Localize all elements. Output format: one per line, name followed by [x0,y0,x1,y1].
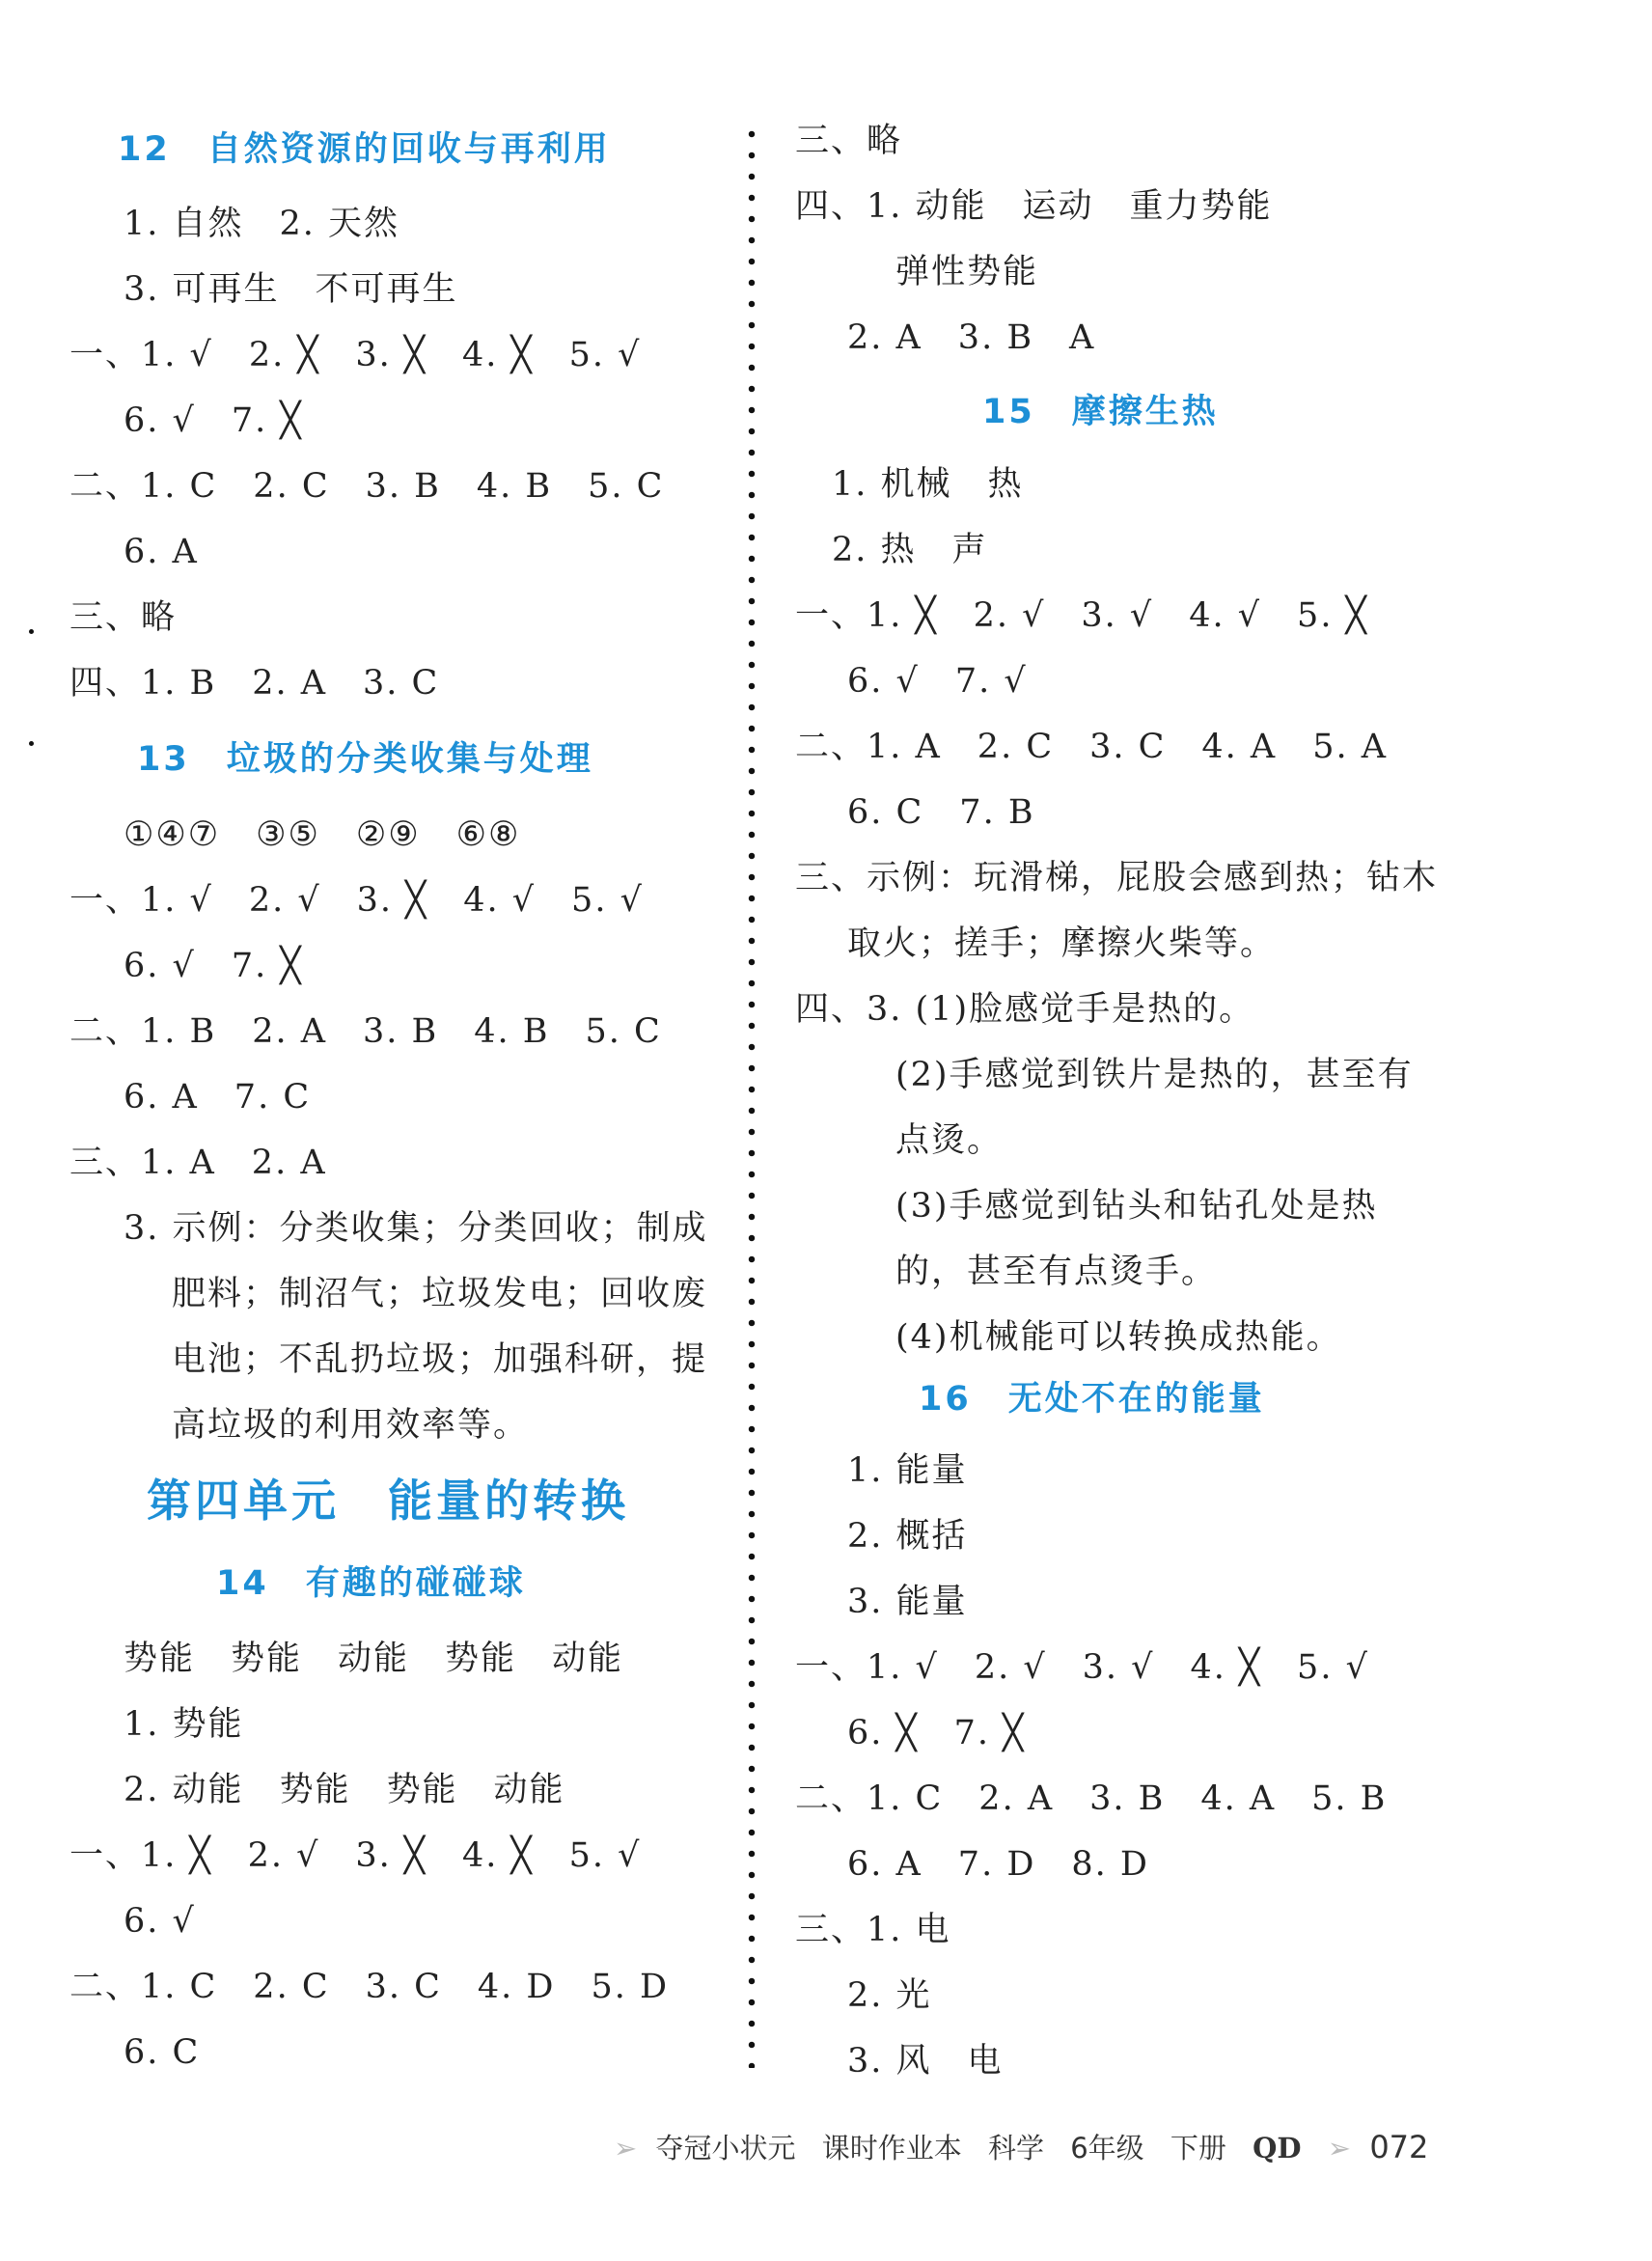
answer-line: 1. 能量 [847,1451,968,1490]
answer-line: 1. 机械 热 [832,465,1024,504]
footer-volume: 下册 [1170,2132,1226,2164]
answer-line: 6. C 7. B [847,793,1035,832]
answer-line: 2. 光 [847,1976,932,2015]
section-13-title: 13 垃圾的分类收集与处理 [137,740,593,779]
answer-line: 6. A 7. D 8. D [847,1845,1149,1884]
answer-line: 3. 风 电 [847,2042,1004,2081]
scan-mark [29,741,34,746]
section-15-title: 15 摩擦生热 [982,393,1219,431]
answer-line: 3. 示例：分类收集；分类回收；制成 [124,1209,708,1248]
page-footer [614,2128,1428,2167]
answer-line: 6. √ 7. ╳ [124,401,303,440]
answer-line: 2. A 3. B A [847,318,1096,357]
answer-line: 3. 可再生 不可再生 [124,270,458,309]
answer-line: 一、1. ╳ 2. √ 3. ╳ 4. ╳ 5. √ [69,1836,642,1875]
answer-line: 1. 势能 [124,1705,244,1744]
answer-line: 四、3. (1)脸感觉手是热的。 [795,990,1255,1029]
chevron-right-icon: ➢ [614,2132,638,2164]
answer-line: 三、1. 电 [795,1911,951,1949]
answer-line: 弹性势能 [895,253,1039,291]
answer-line: 三、示例：玩滑梯，屁股会感到热；钻木 [795,859,1439,897]
answer-line: (4)机械能可以转换成热能。 [895,1318,1342,1357]
unit-4-title: 第四单元 能量的转换 [147,1475,629,1527]
answer-line: 1. 自然 2. 天然 [124,205,400,243]
answer-line: 取火；搓手；摩擦火柴等。 [847,924,1277,963]
answer-line: 一、1. √ 2. √ 3. √ 4. ╳ 5. √ [795,1648,1369,1687]
answer-line: 二、1. C 2. A 3. B 4. A 5. B [795,1779,1388,1818]
answer-line: 二、1. C 2. C 3. C 4. D 5. D [69,1968,670,2006]
answer-line: 二、1. C 2. C 3. B 4. B 5. C [69,467,665,506]
answer-line: 肥料；制沼气；垃圾发电；回收废 [172,1275,708,1313]
answer-line: 6. C [124,2033,201,2072]
answer-line: 电池；不乱扔垃圾；加强科研，提 [172,1340,708,1379]
answer-line: 一、1. √ 2. ╳ 3. ╳ 4. ╳ 5. √ [69,336,642,374]
answer-line: 2. 热 声 [832,531,988,569]
section-14-title: 14 有趣的碰碰球 [216,1564,526,1603]
answer-line: 势能 势能 动能 势能 动能 [124,1640,624,1678]
answer-line: 2. 动能 势能 势能 动能 [124,1771,565,1809]
footer-edition: QD [1253,2132,1302,2164]
section-12-title: 12 自然资源的回收与再利用 [118,130,611,169]
answer-line: 6. √ 7. √ [847,662,1028,701]
chevron-right-icon: ➢ [1327,2132,1352,2164]
answer-line: 四、1. 动能 运动 重力势能 [795,187,1273,226]
answer-line: 二、1. A 2. C 3. C 4. A 5. A [795,728,1388,766]
dotted-column-divider [748,124,756,2068]
answer-line: 6. A [124,533,199,571]
answer-line: 一、1. ╳ 2. √ 3. √ 4. √ 5. ╳ [795,596,1368,635]
answer-line: (3)手感觉到钻头和钻孔处是热 [895,1187,1378,1226]
scan-mark [29,629,34,634]
answer-line: 6. √ [124,1902,196,1941]
answer-line: 四、1. B 2. A 3. C [69,664,440,703]
footer-subject: 科学 [988,2132,1045,2164]
answer-line: 6. ╳ 7. ╳ [847,1714,1026,1752]
answer-line: 二、1. B 2. A 3. B 4. B 5. C [69,1012,662,1051]
answer-line: 6. A 7. C [124,1078,312,1117]
footer-book: 课时作业本 [821,2132,962,2164]
footer-grade: 6年级 [1070,2132,1144,2164]
answer-line: 2. 概括 [847,1517,968,1556]
answer-line: 高垃圾的利用效率等。 [172,1406,530,1445]
answer-line: 一、1. √ 2. √ 3. ╳ 4. √ 5. √ [69,881,644,920]
answer-line: ①④⑦ ③⑤ ②⑨ ⑥⑧ [124,815,521,854]
answer-line: 的，甚至有点烫手。 [895,1253,1218,1291]
answer-line: 三、1. A 2. A [69,1144,327,1182]
page-number: 072 [1369,2129,1429,2165]
answer-line: 三、略 [795,122,903,160]
footer-brand: 夺冠小状元 [655,2132,796,2164]
answer-line: (2)手感觉到铁片是热的，甚至有 [895,1056,1414,1094]
answer-line: 三、略 [69,598,178,637]
answer-line: 6. √ 7. ╳ [124,947,303,985]
section-16-title: 16 无处不在的能量 [919,1380,1265,1419]
answer-line: 3. 能量 [847,1583,968,1621]
answer-line: 点烫。 [895,1121,1004,1160]
